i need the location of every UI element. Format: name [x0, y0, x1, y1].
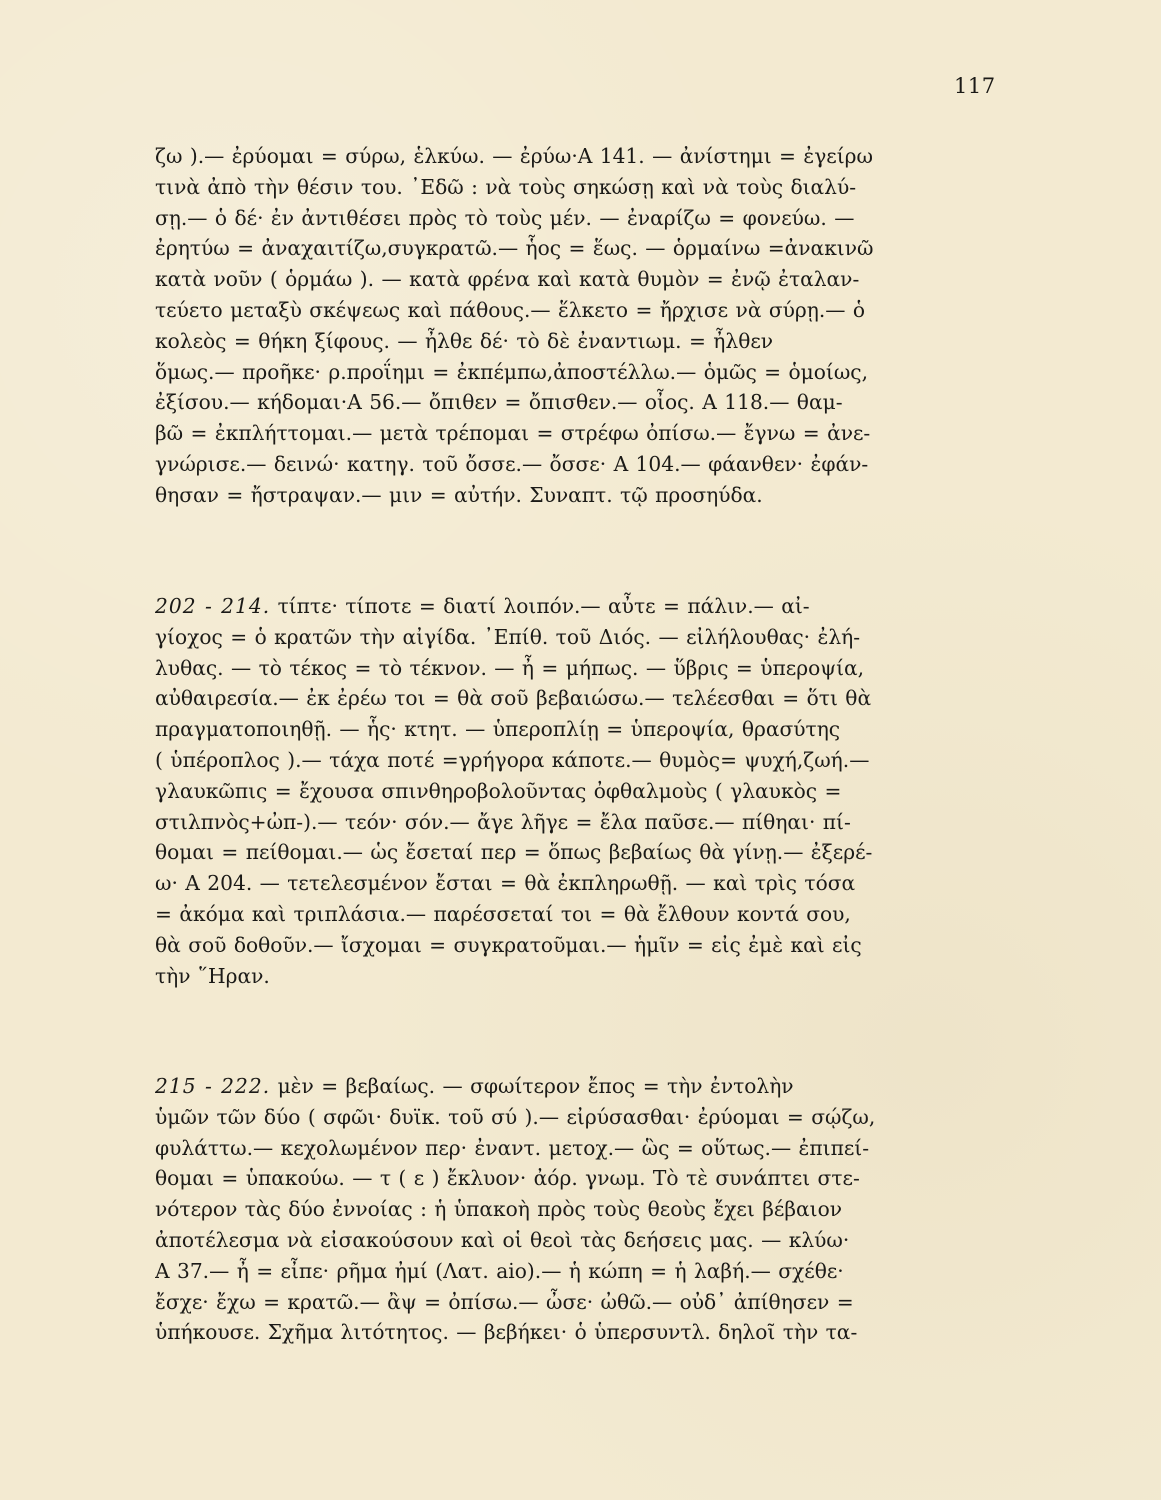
text-line: σῃ.— ὁ δέ· ἐν ἀντιθέσει πρὸς τὸ τοὺς μέν. — ἐναρίζω = φονεύω. —: [155, 205, 855, 230]
text-line: τινὰ ἀπὸ τὴν θέσιν του. ᾿Εδῶ : νὰ τοὺς σηκώσῃ καὶ νὰ τοὺς διαλύ-: [155, 174, 857, 199]
commentary-block-215-222: [155, 1071, 995, 1348]
text-line: γίοχος = ὁ κρατῶν τὴν αἰγίδα. ᾿Επίθ. τοῦ Διός. — εἰλήλουθας· ἐλή-: [155, 624, 861, 649]
text-line: θομαι = ὑπακούω. — τ ( ε ) ἔκλυον· ἀόρ. γνωμ. Τὸ τὲ συνάπτει στε-: [155, 1166, 860, 1191]
text-line: κατὰ νοῦν ( ὁρμάω ). — κατὰ φρένα καὶ κατὰ θυμὸν = ἐνῷ ἐταλαν-: [155, 267, 860, 292]
text-line: ὅμως.— προῆκε· ρ.προΐημι = ἐκπέμπω,ἀποστέλλω.— ὁμῶς = ὁμοίως,: [155, 359, 869, 384]
text-line: στιλπνὸς+ὠπ-).— τεόν· σόν.— ἄγε λῆγε = ἔλα παῦσε.— πίθηαι· πί-: [155, 809, 851, 834]
page-number: 117: [954, 74, 996, 98]
text-line: ἐξίσου.— κήδομαι·Α 56.— ὄπιθεν = ὄπισθεν.— οἶος. Α 118.— θαμ-: [155, 390, 843, 415]
text-line: ω· Α 204. — τετελεσμένον ἔσται = θὰ ἐκπληρωθῇ. — καὶ τρὶς τόσα: [155, 871, 856, 896]
text-line: βῶ = ἐκπλήττομαι.— μετὰ τρέπομαι = στρέφω ὀπίσω.— ἔγνω = ἀνε-: [155, 421, 871, 446]
text-line: θομαι = πείθομαι.— ὡς ἔσεταί περ = ὅπως βεβαίως θὰ γίνῃ.— ἐξερέ-: [155, 840, 873, 865]
text-line: ἐρητύω = ἀναχαιτίζω,συγκρατῶ.— ἧος = ἕως. — ὁρμαίνω =ἀνακινῶ: [155, 236, 874, 261]
section-first-text: τίπτε· τίποτε = διατί λοιπόν.— αὖτε = πάλιν.— αἰ-: [277, 594, 810, 618]
text-line: λυθας. — τὸ τέκος = τὸ τέκνον. — ἦ = μήπως. — ὕβρις = ὑπεροψία,: [155, 655, 865, 680]
section-line-range: 202 - 214.: [155, 594, 271, 618]
commentary-block-top: [155, 141, 995, 511]
text-line: ( ὑπέροπλος ).— τάχα ποτέ =γρήγορα κάποτε.— θυμὸς= ψυχή,ζωή.—: [155, 747, 870, 772]
text-line: τὴν ῞Ηραν.: [155, 963, 270, 988]
text-line: πραγματοποιηθῇ. — ἧς· κτητ. — ὑπεροπλίῃ = ὑπεροψία, θρασύτης: [155, 717, 841, 742]
text-line: θὰ σοῦ δοθοῦν.— ἴσχομαι = συγκρατοῦμαι.— ἡμῖν = εἰς ἐμὲ καὶ εἰς: [155, 932, 862, 957]
text-line: τεύετο μεταξὺ σκέψεως καὶ πάθους.— ἕλκετο = ἤρχισε νὰ σύρῃ.— ὁ: [155, 297, 866, 322]
text-line: ζω ).— ἐρύομαι = σύρω, ἑλκύω. — ἐρύω·Α 141. — ἀνίστημι = ἐγείρω: [155, 144, 873, 168]
section-first-text: μὲν = βεβαίως. — σφωίτερον ἔπος = τὴν ἐντολὴν: [277, 1074, 794, 1098]
section-heading-line: [155, 591, 995, 622]
text-line: = ἀκόμα καὶ τριπλάσια.— παρέσσεταί τοι = θὰ ἔλθουν κοντά σου,: [155, 901, 851, 926]
text-line: νότερον τὰς δύο ἐννοίας : ἡ ὑπακοὴ πρὸς τοὺς θεοὺς ἔχει βέβαιον: [155, 1197, 842, 1222]
text-line: ἔσχε· ἔχω = κρατῶ.— ἂψ = ὀπίσω.— ὦσε· ὠθῶ.— οὐδ᾿ ἀπίθησεν =: [155, 1289, 854, 1314]
text-line: αὐθαιρεσία.— ἐκ ἐρέω τοι = θὰ σοῦ βεβαιώσω.— τελέεσθαι = ὅτι θὰ: [155, 686, 872, 711]
text-line: ἀποτέλεσμα νὰ εἰσακούσουν καὶ οἱ θεοὶ τὰς δεήσεις μας. — κλύω·: [155, 1227, 850, 1252]
text-line: γνώρισε.— δεινώ· κατηγ. τοῦ ὄσσε.— ὄσσε· Α 104.— φάανθεν· ἐφάν-: [155, 451, 869, 476]
text-line: Α 37.— ἦ = εἶπε· ρῆμα ἠμί (Λατ. aio).— ἡ κώπη = ἡ λαβή.— σχέθε·: [155, 1258, 844, 1283]
text-line: γλαυκῶπις = ἔχουσα σπινθηροβολοῦντας ὀφθαλμοὺς ( γλαυκὸς =: [155, 778, 842, 803]
section-heading-line: [155, 1071, 995, 1102]
text-line: κολεὸς = θήκη ξίφους. — ἦλθε δέ· τὸ δὲ ἐναντιωμ. = ἦλθεν: [155, 328, 774, 353]
text-line: ὑμῶν τῶν δύο ( σφῶι· δυϊκ. τοῦ σύ ).— εἰρύσασθαι· ἐρύομαι = σῴζω,: [155, 1104, 876, 1129]
section-line-range: 215 - 222.: [155, 1074, 271, 1098]
text-line: φυλάττω.— κεχολωμένον περ· ἐναντ. μετοχ.— ὣς = οὕτως.— ἐπιπεί-: [155, 1135, 870, 1160]
text-line: θησαν = ἤστραψαν.— μιν = αὐτήν. Συναπτ. τῷ προσηύδα.: [155, 482, 763, 507]
commentary-block-202-214: [155, 591, 995, 991]
text-line: ὑπήκουσε. Σχῆμα λιτότητος. — βεβήκει· ὁ ὑπερσυντλ. δηλοῖ τὴν τα-: [155, 1320, 858, 1345]
